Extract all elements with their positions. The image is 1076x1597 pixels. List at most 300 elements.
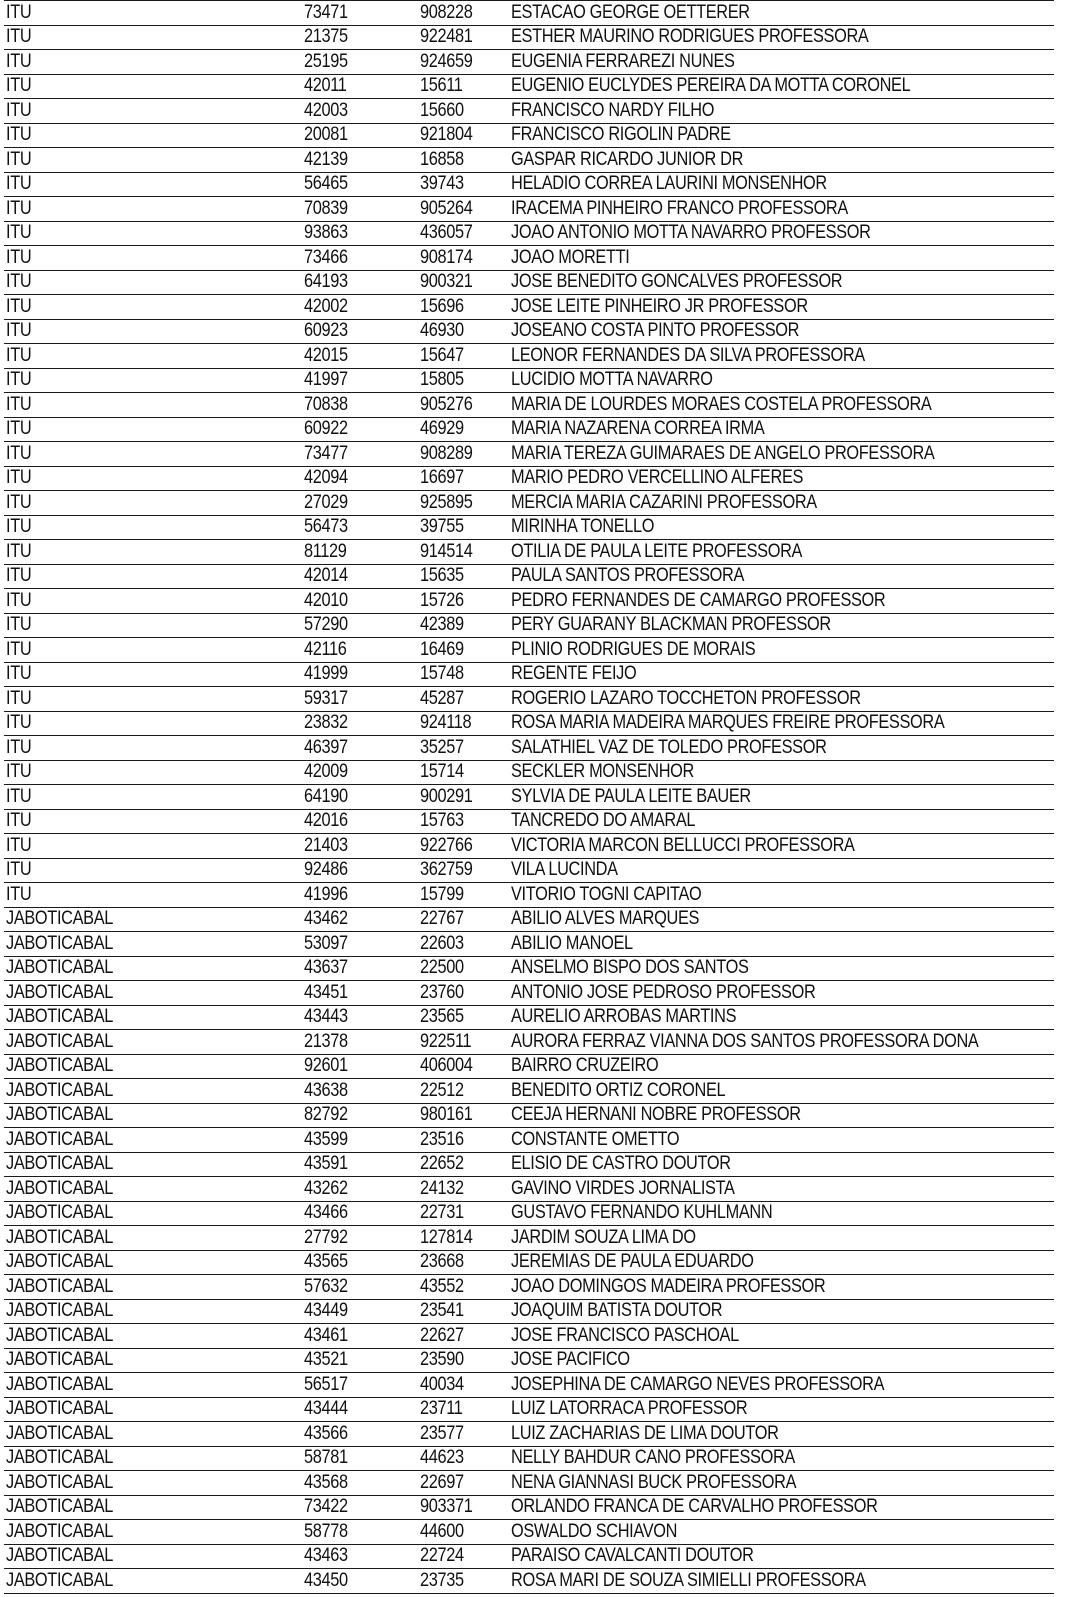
code-cell <box>302 172 418 197</box>
school-name-text: EUGENIO EUCLYDES PEREIRA DA MOTTA CORONEL <box>511 75 911 97</box>
city-text: JABOTICABAL <box>6 1128 114 1150</box>
table-row <box>4 932 1054 957</box>
code-cell <box>302 711 418 736</box>
id-cell <box>418 638 509 663</box>
table-row <box>4 25 1054 50</box>
code-cell <box>302 295 418 320</box>
city-cell <box>4 1324 302 1349</box>
city-cell <box>4 564 302 589</box>
id-cell <box>418 344 509 369</box>
school-name-text: ESTHER MAURINO RODRIGUES PROFESSORA <box>511 26 869 48</box>
city-text: ITU <box>6 26 32 48</box>
table-row <box>4 466 1054 491</box>
code-cell <box>302 981 418 1006</box>
id-text: 15726 <box>420 589 464 611</box>
school-name-cell <box>509 540 1054 565</box>
city-cell <box>4 1103 302 1128</box>
code-text: 27029 <box>304 491 348 513</box>
school-name-cell <box>509 148 1054 173</box>
table-row <box>4 736 1054 761</box>
table-row <box>4 1005 1054 1030</box>
id-text: 43552 <box>420 1275 464 1297</box>
id-cell <box>418 564 509 589</box>
table-row <box>4 1275 1054 1300</box>
id-text: 22731 <box>420 1202 464 1224</box>
city-cell <box>4 858 302 883</box>
id-text: 15611 <box>420 75 463 97</box>
school-name-text: IRACEMA PINHEIRO FRANCO PROFESSORA <box>511 197 848 219</box>
id-text: 15696 <box>420 295 464 317</box>
id-cell <box>418 907 509 932</box>
city-cell <box>4 932 302 957</box>
id-cell <box>418 540 509 565</box>
id-cell <box>418 1275 509 1300</box>
table-row <box>4 1569 1054 1594</box>
city-text: ITU <box>6 222 32 244</box>
table-row <box>4 1324 1054 1349</box>
school-name-text: BENEDITO ORTIZ CORONEL <box>511 1079 726 1101</box>
id-text: 924659 <box>420 50 473 72</box>
table-row <box>4 1471 1054 1496</box>
id-cell <box>418 1324 509 1349</box>
code-text: 73477 <box>304 442 348 464</box>
code-text: 43262 <box>304 1177 348 1199</box>
code-cell <box>302 393 418 418</box>
id-text: 127814 <box>420 1226 473 1248</box>
code-cell <box>302 1324 418 1349</box>
table-row <box>4 221 1054 246</box>
code-text: 42016 <box>304 810 348 832</box>
id-cell <box>418 1348 509 1373</box>
school-name-text: LUIZ ZACHARIAS DE LIMA DOUTOR <box>511 1422 779 1444</box>
table-body <box>4 1 1054 1594</box>
city-text: ITU <box>6 589 32 611</box>
table-row <box>4 1422 1054 1447</box>
school-name-cell <box>509 1 1054 26</box>
city-text: ITU <box>6 761 32 783</box>
city-cell <box>4 1569 302 1594</box>
code-text: 64193 <box>304 271 348 293</box>
school-name-cell <box>509 785 1054 810</box>
city-text: ITU <box>6 442 32 464</box>
city-cell <box>4 1177 302 1202</box>
city-cell <box>4 613 302 638</box>
city-text: JABOTICABAL <box>6 1030 114 1052</box>
city-cell <box>4 1226 302 1251</box>
code-text: 73466 <box>304 246 348 268</box>
city-cell <box>4 1471 302 1496</box>
table-row <box>4 1373 1054 1398</box>
id-text: 15635 <box>420 565 464 587</box>
id-text: 23516 <box>420 1128 464 1150</box>
id-text: 23541 <box>420 1300 464 1322</box>
school-name-text: OTILIA DE PAULA LEITE PROFESSORA <box>511 540 803 562</box>
code-text: 81129 <box>304 540 347 562</box>
code-cell <box>302 515 418 540</box>
id-cell <box>418 1226 509 1251</box>
city-cell <box>4 956 302 981</box>
city-text: ITU <box>6 246 32 268</box>
school-name-text: NELLY BAHDUR CANO PROFESSORA <box>511 1447 795 1469</box>
id-cell <box>418 1152 509 1177</box>
school-name-text: BAIRRO CRUZEIRO <box>511 1055 659 1077</box>
city-text: JABOTICABAL <box>6 1545 114 1567</box>
table-row <box>4 785 1054 810</box>
id-text: 42389 <box>420 614 464 636</box>
city-text: ITU <box>6 834 32 856</box>
code-cell <box>302 99 418 124</box>
city-cell <box>4 1152 302 1177</box>
code-cell <box>302 1544 418 1569</box>
id-cell <box>418 1397 509 1422</box>
city-cell <box>4 319 302 344</box>
school-name-cell <box>509 1005 1054 1030</box>
city-cell <box>4 1544 302 1569</box>
city-text: ITU <box>6 197 32 219</box>
id-text: 46930 <box>420 320 464 342</box>
id-cell <box>418 1520 509 1545</box>
code-text: 42010 <box>304 589 348 611</box>
city-text: JABOTICABAL <box>6 1447 114 1469</box>
id-text: 15763 <box>420 810 464 832</box>
code-cell <box>302 785 418 810</box>
school-name-text: ABILIO MANOEL <box>511 932 633 954</box>
school-name-text: ORLANDO FRANCA DE CARVALHO PROFESSOR <box>511 1496 878 1518</box>
school-name-text: AURELIO ARROBAS MARTINS <box>511 1006 737 1028</box>
code-cell <box>302 809 418 834</box>
id-cell <box>418 295 509 320</box>
code-text: 20081 <box>304 124 348 146</box>
school-name-cell <box>509 1177 1054 1202</box>
id-cell <box>418 1005 509 1030</box>
school-name-cell <box>509 736 1054 761</box>
city-text: ITU <box>6 663 32 685</box>
code-text: 92486 <box>304 859 348 881</box>
city-cell <box>4 883 302 908</box>
code-text: 59317 <box>304 687 348 709</box>
school-name-cell <box>509 1079 1054 1104</box>
id-cell <box>418 883 509 908</box>
school-name-cell <box>509 1569 1054 1594</box>
school-name-cell <box>509 613 1054 638</box>
school-name-cell <box>509 25 1054 50</box>
table-row <box>4 662 1054 687</box>
school-name-text: JOSE FRANCISCO PASCHOAL <box>511 1324 739 1346</box>
city-cell <box>4 417 302 442</box>
school-name-cell <box>509 907 1054 932</box>
code-text: 43565 <box>304 1251 348 1273</box>
code-cell <box>302 221 418 246</box>
city-cell <box>4 589 302 614</box>
id-cell <box>418 1177 509 1202</box>
table-row <box>4 1152 1054 1177</box>
id-cell <box>418 246 509 271</box>
id-cell <box>418 981 509 1006</box>
city-text: JABOTICABAL <box>6 1177 114 1199</box>
table-row <box>4 1103 1054 1128</box>
school-name-cell <box>509 589 1054 614</box>
school-name-text: ANSELMO BISPO DOS SANTOS <box>511 957 749 979</box>
city-text: JABOTICABAL <box>6 1520 114 1542</box>
id-cell <box>418 515 509 540</box>
id-cell <box>418 1079 509 1104</box>
city-text: ITU <box>6 295 32 317</box>
school-name-text: SYLVIA DE PAULA LEITE BAUER <box>511 785 751 807</box>
school-name-cell <box>509 1520 1054 1545</box>
id-cell <box>418 466 509 491</box>
code-text: 70839 <box>304 197 348 219</box>
city-cell <box>4 1348 302 1373</box>
id-cell <box>418 785 509 810</box>
id-text: 23590 <box>420 1349 464 1371</box>
id-text: 23760 <box>420 981 464 1003</box>
city-text: ITU <box>6 393 32 415</box>
table-row <box>4 368 1054 393</box>
school-name-text: MIRINHA TONELLO <box>511 516 655 538</box>
school-name-text: JARDIM SOUZA LIMA DO <box>511 1226 696 1248</box>
school-name-text: GASPAR RICARDO JUNIOR DR <box>511 148 744 170</box>
city-cell <box>4 515 302 540</box>
id-text: 23565 <box>420 1006 464 1028</box>
school-name-text: FRANCISCO NARDY FILHO <box>511 99 715 121</box>
school-name-cell <box>509 1544 1054 1569</box>
school-name-text: OSWALDO SCHIAVON <box>511 1520 678 1542</box>
code-text: 42003 <box>304 99 348 121</box>
code-text: 21375 <box>304 26 348 48</box>
city-cell <box>4 246 302 271</box>
school-name-cell <box>509 834 1054 859</box>
city-text: JABOTICABAL <box>6 1251 114 1273</box>
id-cell <box>418 99 509 124</box>
code-cell <box>302 466 418 491</box>
school-name-cell <box>509 1103 1054 1128</box>
school-name-text: EUGENIA FERRAREZI NUNES <box>511 50 735 72</box>
city-text: JABOTICABAL <box>6 1226 114 1248</box>
id-cell <box>418 25 509 50</box>
code-cell <box>302 1201 418 1226</box>
city-text: ITU <box>6 883 32 905</box>
city-cell <box>4 172 302 197</box>
table-row <box>4 711 1054 736</box>
school-name-text: GUSTAVO FERNANDO KUHLMANN <box>511 1202 773 1224</box>
school-name-cell <box>509 295 1054 320</box>
id-text: 23711 <box>420 1398 463 1420</box>
school-name-text: ROSA MARI DE SOUZA SIMIELLI PROFESSORA <box>511 1569 866 1591</box>
city-cell <box>4 1128 302 1153</box>
school-name-text: ROSA MARIA MADEIRA MARQUES FREIRE PROFESSORA <box>511 712 945 734</box>
school-name-text: JOSE PACIFICO <box>511 1349 630 1371</box>
school-name-cell <box>509 344 1054 369</box>
code-text: 73471 <box>304 1 348 23</box>
id-text: 903371 <box>420 1496 473 1518</box>
code-cell <box>302 1520 418 1545</box>
school-name-text: JOAO DOMINGOS MADEIRA PROFESSOR <box>511 1275 826 1297</box>
city-cell <box>4 99 302 124</box>
id-text: 436057 <box>420 222 473 244</box>
id-cell <box>418 858 509 883</box>
city-cell <box>4 809 302 834</box>
code-text: 56465 <box>304 173 348 195</box>
code-cell <box>302 613 418 638</box>
code-cell <box>302 442 418 467</box>
code-text: 56517 <box>304 1373 348 1395</box>
code-text: 43449 <box>304 1300 348 1322</box>
id-text: 23577 <box>420 1422 464 1444</box>
school-name-cell <box>509 270 1054 295</box>
id-text: 22697 <box>420 1471 464 1493</box>
city-text: ITU <box>6 124 32 146</box>
id-text: 980161 <box>420 1104 473 1126</box>
code-text: 43466 <box>304 1202 348 1224</box>
id-cell <box>418 687 509 712</box>
school-name-cell <box>509 74 1054 99</box>
code-text: 43591 <box>304 1153 348 1175</box>
school-name-text: PAULA SANTOS PROFESSORA <box>511 565 745 587</box>
id-text: 921804 <box>420 124 473 146</box>
school-name-cell <box>509 760 1054 785</box>
code-text: 43521 <box>304 1349 348 1371</box>
school-name-text: VILA LUCINDA <box>511 859 618 881</box>
school-name-text: TANCREDO DO AMARAL <box>511 810 696 832</box>
id-cell <box>418 1250 509 1275</box>
city-text: JABOTICABAL <box>6 1422 114 1444</box>
id-text: 922481 <box>420 26 473 48</box>
school-name-cell <box>509 883 1054 908</box>
school-name-text: VICTORIA MARCON BELLUCCI PROFESSORA <box>511 834 855 856</box>
city-text: JABOTICABAL <box>6 932 114 954</box>
table-row <box>4 148 1054 173</box>
table-row <box>4 123 1054 148</box>
id-cell <box>418 1201 509 1226</box>
school-name-cell <box>509 662 1054 687</box>
id-text: 22512 <box>420 1079 464 1101</box>
code-text: 82792 <box>304 1104 348 1126</box>
table-row <box>4 638 1054 663</box>
school-name-cell <box>509 172 1054 197</box>
code-text: 60922 <box>304 418 348 440</box>
id-cell <box>418 834 509 859</box>
city-cell <box>4 393 302 418</box>
id-text: 39743 <box>420 173 464 195</box>
city-text: ITU <box>6 344 32 366</box>
city-cell <box>4 540 302 565</box>
id-cell <box>418 1054 509 1079</box>
table-row <box>4 1250 1054 1275</box>
code-cell <box>302 883 418 908</box>
school-name-text: HELADIO CORREA LAURINI MONSENHOR <box>511 173 827 195</box>
id-text: 922766 <box>420 834 473 856</box>
id-cell <box>418 956 509 981</box>
code-text: 60923 <box>304 320 348 342</box>
code-text: 43568 <box>304 1471 348 1493</box>
id-cell <box>418 123 509 148</box>
school-name-cell <box>509 393 1054 418</box>
id-text: 15799 <box>420 883 464 905</box>
school-name-cell <box>509 638 1054 663</box>
table-row <box>4 319 1054 344</box>
school-name-cell <box>509 221 1054 246</box>
city-text: ITU <box>6 369 32 391</box>
table-row <box>4 981 1054 1006</box>
school-name-cell <box>509 1299 1054 1324</box>
code-cell <box>302 662 418 687</box>
table-row <box>4 246 1054 271</box>
city-text: ITU <box>6 320 32 342</box>
code-text: 43461 <box>304 1324 348 1346</box>
id-cell <box>418 1128 509 1153</box>
school-name-text: JOAO MORETTI <box>511 246 630 268</box>
table-row <box>4 1446 1054 1471</box>
code-cell <box>302 1299 418 1324</box>
code-cell <box>302 932 418 957</box>
table-row <box>4 1348 1054 1373</box>
school-name-text: LUCIDIO MOTTA NAVARRO <box>511 369 713 391</box>
id-text: 900291 <box>420 785 473 807</box>
code-text: 53097 <box>304 932 348 954</box>
city-cell <box>4 1373 302 1398</box>
code-cell <box>302 1373 418 1398</box>
code-text: 42011 <box>304 75 347 97</box>
city-text: ITU <box>6 148 32 170</box>
id-text: 362759 <box>420 859 473 881</box>
code-text: 57632 <box>304 1275 348 1297</box>
code-cell <box>302 197 418 222</box>
id-text: 905276 <box>420 393 473 415</box>
id-cell <box>418 809 509 834</box>
city-text: ITU <box>6 565 32 587</box>
code-cell <box>302 1397 418 1422</box>
id-cell <box>418 1030 509 1055</box>
city-text: ITU <box>6 516 32 538</box>
id-cell <box>418 393 509 418</box>
code-cell <box>302 491 418 516</box>
code-cell <box>302 760 418 785</box>
school-name-text: CEEJA HERNANI NOBRE PROFESSOR <box>511 1104 801 1126</box>
code-cell <box>302 1569 418 1594</box>
table-row <box>4 858 1054 883</box>
city-text: ITU <box>6 491 32 513</box>
table-row <box>4 1177 1054 1202</box>
school-name-cell <box>509 687 1054 712</box>
id-text: 22603 <box>420 932 464 954</box>
code-cell <box>302 540 418 565</box>
school-name-text: LUIZ LATORRACA PROFESSOR <box>511 1398 748 1420</box>
table-row <box>4 417 1054 442</box>
code-cell <box>302 956 418 981</box>
city-text: JABOTICABAL <box>6 1398 114 1420</box>
code-cell <box>302 1 418 26</box>
id-cell <box>418 172 509 197</box>
code-text: 42009 <box>304 761 348 783</box>
city-text: ITU <box>6 271 32 293</box>
code-cell <box>302 1495 418 1520</box>
table-row <box>4 99 1054 124</box>
code-cell <box>302 1177 418 1202</box>
id-text: 900321 <box>420 271 473 293</box>
school-name-text: JOSEPHINA DE CAMARGO NEVES PROFESSORA <box>511 1373 885 1395</box>
code-cell <box>302 1348 418 1373</box>
school-name-cell <box>509 50 1054 75</box>
code-cell <box>302 123 418 148</box>
code-text: 27792 <box>304 1226 348 1248</box>
id-text: 922511 <box>420 1030 472 1052</box>
table-row <box>4 956 1054 981</box>
city-text: JABOTICABAL <box>6 1104 114 1126</box>
id-text: 24132 <box>420 1177 464 1199</box>
code-cell <box>302 1275 418 1300</box>
code-text: 43450 <box>304 1569 348 1591</box>
city-text: JABOTICABAL <box>6 908 114 930</box>
